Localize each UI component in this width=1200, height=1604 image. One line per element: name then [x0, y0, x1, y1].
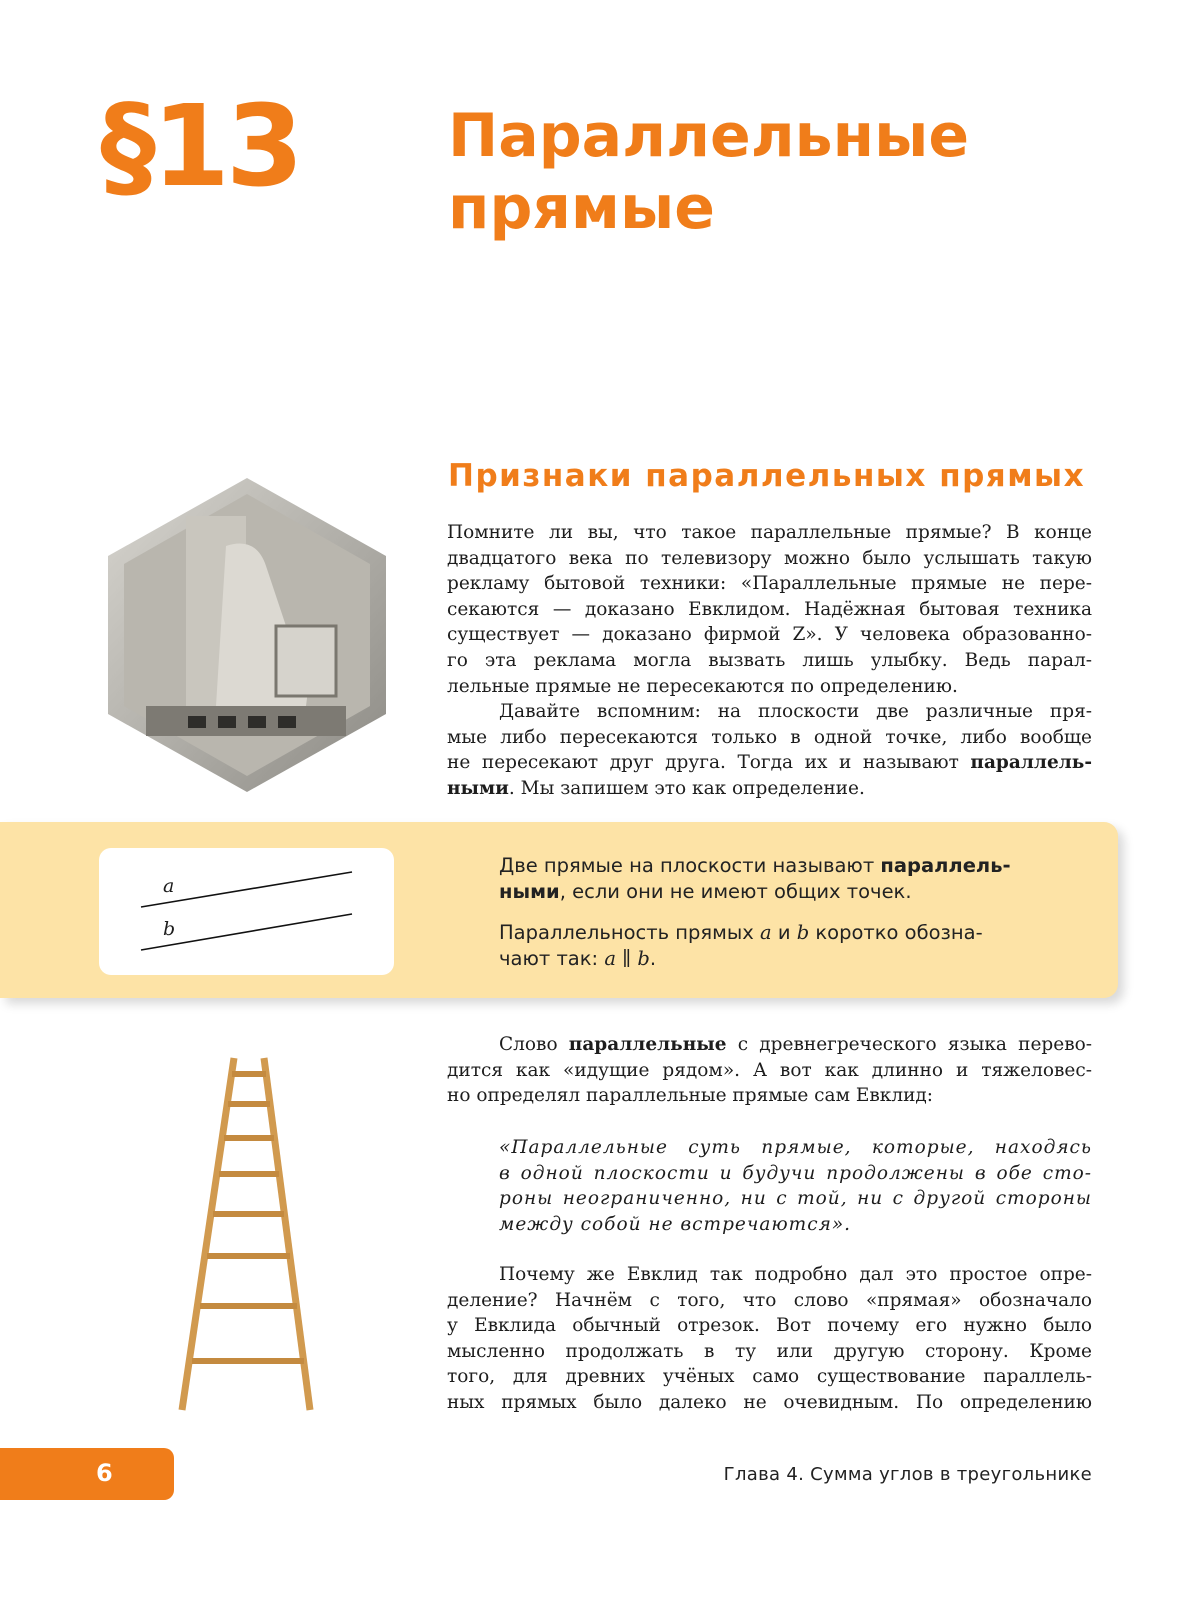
text-line: рекламу бытовой техники: «Параллельные прямые не пере- — [447, 573, 1092, 595]
section-subtitle: Признаки параллельных прямых — [448, 458, 1086, 494]
text-line: существует — доказано фирмой Z». У человека образованно- — [447, 624, 1092, 646]
text: , если они не имеют общих точек. — [559, 879, 912, 903]
term: ными — [499, 879, 560, 903]
text-line — [447, 1032, 1092, 1058]
text: и — [771, 921, 797, 945]
text: не пересекают друг друга. Тогда их и называют — [447, 752, 971, 774]
text-line: мые либо пересекаются только в одной точке, либо вообще — [447, 726, 1092, 748]
euclid-quote — [499, 1135, 1092, 1237]
term: параллель- — [880, 854, 1011, 877]
chapter-title: Глава 4. Сумма углов в треугольнике — [723, 1464, 1092, 1485]
text-line: в одной плоскости и будучи продолжены в обе сто- — [499, 1162, 1092, 1184]
text-line: того, для древних учёных само существование параллель- — [447, 1366, 1092, 1388]
term: параллельные — [568, 1034, 727, 1055]
text: . Мы запишем это как определение. — [508, 777, 865, 799]
text-line: го эта реклама могла вызвать лишь улыбку. Ведь парал- — [447, 649, 1092, 671]
text: с древнегреческого языка перево- — [726, 1034, 1092, 1055]
text-line — [499, 853, 1059, 879]
text-line — [499, 946, 1059, 972]
text-line: «Параллельные суть прямые, которые, находясь — [499, 1137, 1092, 1158]
paragraph-etymology — [447, 1032, 1092, 1109]
line-label-b: b — [163, 918, 176, 940]
text-line: Почему же Евклид так подробно дал это простое опре- — [499, 1264, 1092, 1285]
definition-text — [499, 853, 1059, 971]
paragraph-intro — [447, 520, 1092, 802]
text: Параллельность прямых — [499, 921, 760, 945]
title-line: Параллельные — [448, 101, 970, 171]
page-number-tab — [0, 1448, 174, 1500]
text-line: но определял параллельные прямые сам Евклид: — [447, 1085, 934, 1107]
parallel-lines-figure — [99, 848, 394, 975]
text-line: лельные прямые не пересекаются по определению. — [447, 675, 958, 697]
text-line: у Евклида обычный отрезок. Вот почему его нужно было — [447, 1315, 1092, 1337]
text-line: дится как «идущие рядом». А вот как длинно и тяжеловес- — [447, 1059, 1092, 1081]
term: ными — [447, 777, 509, 799]
paragraph-explanation — [447, 1262, 1092, 1416]
text-line: Давайте вспомним: на плоскости две различные пря- — [499, 701, 1092, 723]
text-line — [499, 920, 1059, 946]
text: . — [649, 946, 657, 970]
text-line — [447, 750, 1092, 776]
notation: a ∥ b — [604, 946, 650, 970]
text: Две прямые на плоскости называют — [499, 854, 881, 877]
text-line: секаются — доказано Евклидом. Надёжная бытовая техника — [447, 598, 1092, 620]
text-line — [447, 776, 1092, 802]
line-label-a: a — [163, 875, 175, 897]
variable: b — [796, 921, 810, 945]
text-line: мысленно продолжать в ту или другую сторону. Кроме — [447, 1340, 1092, 1362]
parallel-lines-drawing — [99, 848, 394, 975]
text-line: двадцатого века по телевизору можно было услышать такую — [447, 547, 1092, 569]
text-line: Помните ли вы, что такое параллельные прямые? В конце — [447, 522, 1092, 543]
page-number: 6 — [96, 1459, 113, 1487]
ladder-image — [176, 1056, 316, 1416]
section-number: §13 — [100, 82, 300, 212]
text: Слово — [499, 1034, 569, 1055]
text-line: ных прямых было далеко не очевидным. По определению — [447, 1391, 1092, 1413]
relief-tile-image — [106, 476, 388, 794]
text-line: деление? Начнём с того, что слово «прямая» обозначало — [447, 1289, 1092, 1311]
term: параллель- — [970, 752, 1092, 774]
page-title — [448, 100, 969, 244]
text-line: роны неограниченно, ни с той, ни с другой стороны — [499, 1188, 1092, 1210]
text-line: между собой не встречаются». — [499, 1213, 852, 1235]
text: чают так: — [499, 946, 605, 970]
variable: a — [759, 921, 772, 945]
text: коротко обозна- — [809, 921, 983, 945]
title-line: прямые — [448, 173, 715, 243]
text-line — [499, 879, 1059, 905]
